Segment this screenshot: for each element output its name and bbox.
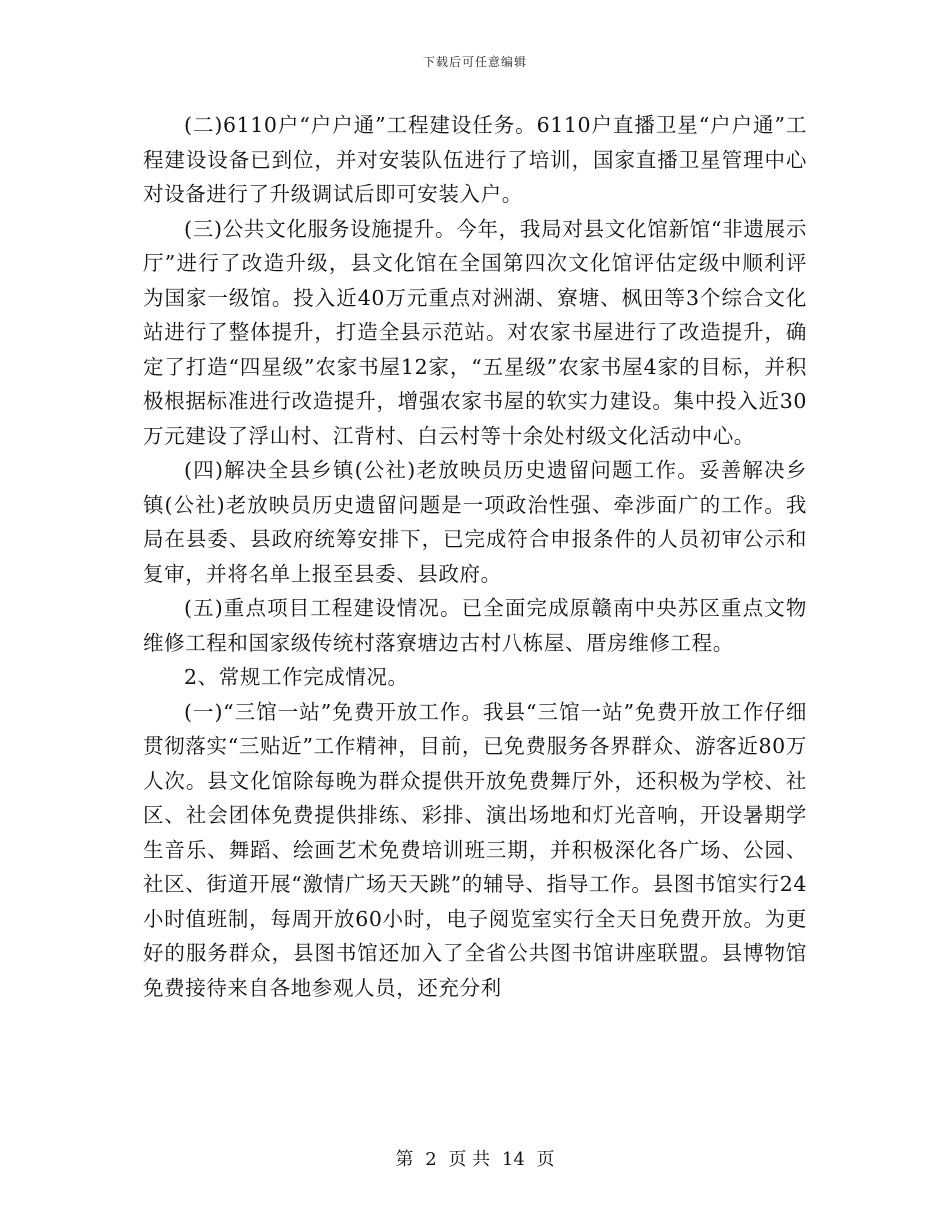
section-heading-routine-work: 2、常规工作完成情况。	[184, 665, 409, 689]
paragraph-key-projects: (五)重点项目工程建设情况。已全面完成原赣南中央苏区重点文物维修工程和国家级传统村落寮塘边古村八栋屋、厝房维修工程。	[143, 596, 807, 655]
footer-middle: 页 共	[448, 1149, 491, 1170]
paragraph-projectionist-issue: (四)解决全县乡镇(公社)老放映员历史遗留问题工作。妥善解决乡镇(公社)老放映员历史遗留问题是一项政治性强、牵涉面广的工作。我局在县委、县政府统筹安排下，已完成符合申报条件的人员初审公示和复审，并将名单上报至县委、县政府。	[143, 458, 807, 586]
paragraph-household-access: (二)6110户“户户通”工程建设任务。6110户直播卫星“户户通”工程建设设备已到位，并对安装队伍进行了培训，国家直播卫星管理中心对设备进行了升级调试后即可安装入户。	[143, 113, 807, 206]
footer-page-number: 2	[425, 1149, 437, 1170]
page-header-note: 下载后可任意编辑	[422, 55, 527, 69]
footer-total-pages: 14	[501, 1149, 525, 1170]
footer-prefix: 第	[395, 1149, 414, 1170]
footer-suffix: 页	[536, 1149, 555, 1170]
document-body	[143, 108, 807, 1005]
paragraph-public-culture-facilities: (三)公共文化服务设施提升。今年，我局对县文化馆新馆“非遗展示厅”进行了改造升级，县文化馆在全国第四次文化馆评估定级中顺利评为国家一级馆。投入近40万元重点对洲湖、寮塘、枫田等3个综合文化站进行了整体提升，打造全县示范站。对农家书屋进行了改造提升，确定了打造“四星级”农家书屋12家，“五星级”农家书屋4家的目标，并积极根据标准进行改造提升，增强农家书屋的软实力建设。集中投入近30万元建设了浮山村、江背村、白云村等十余处村级文化活动中心。	[143, 216, 807, 448]
page-footer	[0, 1145, 950, 1171]
paragraph-free-opening: (一)“三馆一站”免费开放工作。我县“三馆一站”免费开放工作仔细贯彻落实“三贴近”工作精神，目前，已免费服务各界群众、游客近80万人次。县文化馆除每晚为群众提供开放免费舞厅外，还积极为学校、社区、社会团体免费提供排练、彩排、演出场地和灯光音响，开设暑期学生音乐、舞蹈、绘画艺术免费培训班三期，并积极深化各广场、公园、社区、街道开展“激情广场天天跳”的辅导、指导工作。县图书馆实行24 小时值班制，每周开放60小时，电子阅览室实行全天日免费开放。为更好的服务群众，县图书馆还加入了全省公共图书馆讲座联盟。县博物馆免费接待来自各地参观人员，还充分利	[143, 699, 807, 1000]
